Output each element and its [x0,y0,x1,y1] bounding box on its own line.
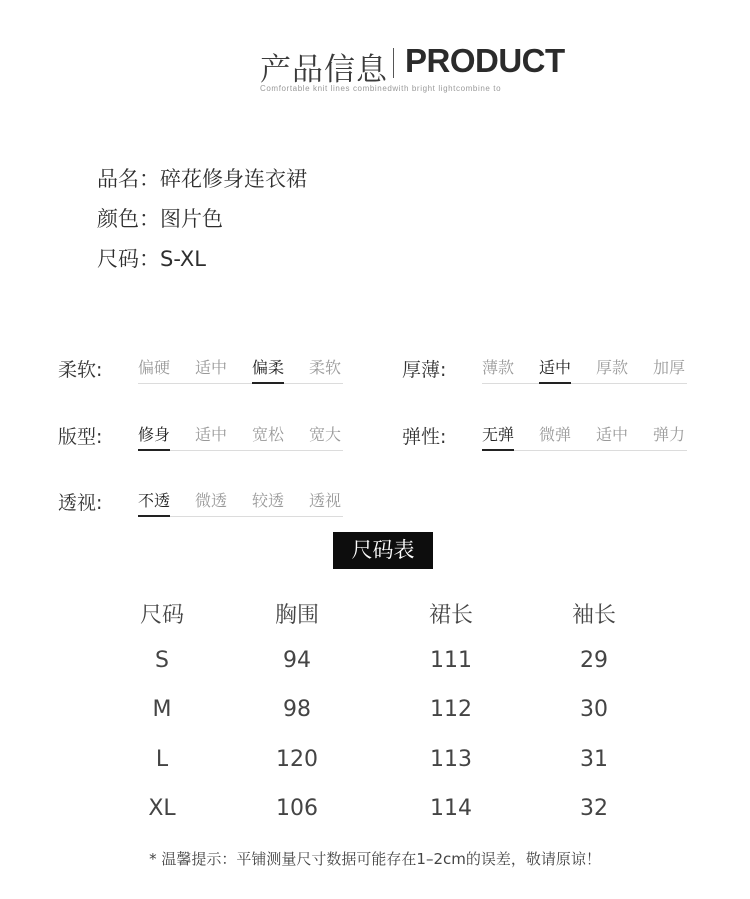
table-cell: 30 [580,697,608,722]
attr-option: 不透 [138,488,170,517]
attr-elasticity [402,422,692,452]
table-cell: 94 [283,648,311,673]
table-cell: 120 [276,747,318,772]
attr-option: 透视 [309,491,342,510]
table-cell: 106 [276,796,318,821]
attr-option: 适中 [195,358,228,377]
info-color-row [97,203,223,233]
info-size-row [97,243,206,273]
table-cell: 29 [580,648,608,673]
attr-option: 偏柔 [252,355,284,384]
attr-option: 微透 [195,491,228,510]
attr-option: 加厚 [653,358,686,377]
table-header: 胸围 [274,603,319,628]
table-header: 袖长 [571,603,616,628]
table-cell: 112 [430,697,472,722]
table-cell: S [155,648,169,673]
attr-label: 厚薄: [402,359,447,381]
attr-option: 适中 [596,425,629,444]
attr-label: 柔软: [58,359,103,381]
attr-option: 修身 [138,422,170,451]
table-cell: XL [148,796,176,821]
attr-label: 版型: [58,426,103,448]
header-subtitle: Comfortable knit lines combinedwith bright lightcombine to [260,84,502,93]
table-header: 尺码 [139,603,184,628]
attr-thickness [402,355,692,385]
table-cell: 98 [283,697,311,722]
table-cell: 114 [430,796,472,821]
attr-label: 透视: [58,492,103,514]
info-value: S-XL [160,247,206,271]
table-cell: L [155,747,169,772]
info-value: 碎花修身连衣裙 [160,167,307,191]
attr-option: 无弹 [482,422,514,451]
info-value: 图片色 [160,207,223,231]
table-cell: 113 [430,747,472,772]
attr-options [138,355,343,384]
attr-options [482,355,687,384]
attr-option: 弹力 [653,425,686,444]
product-header [0,40,750,100]
attr-option: 薄款 [482,358,515,377]
attr-fit [58,422,348,452]
info-name-row [97,163,307,193]
info-label: 颜色 ： [97,203,160,233]
title-chinese: 产品信息 [260,52,388,88]
table-cell: 31 [580,747,608,772]
info-label: 尺码 ： [97,243,160,273]
attr-option: 宽大 [309,425,342,444]
table-header: 裙长 [428,603,473,628]
attr-option: 宽松 [252,425,285,444]
size-chart-tag: 尺码表 [333,532,433,569]
table-cell: 32 [580,796,608,821]
attr-transparency [58,488,348,518]
attr-option: 适中 [195,425,228,444]
table-cell: M [152,697,172,722]
info-label: 品名 ： [97,163,160,193]
attr-option: 厚款 [596,358,629,377]
attr-options [138,488,343,517]
title-divider [393,48,394,78]
attr-option: 适中 [539,355,571,384]
title-english: PRODUCT [405,42,565,79]
attr-option: 微弹 [539,425,572,444]
attr-softness [58,355,348,385]
attr-label: 弹性: [402,426,447,448]
attr-option: 较透 [252,491,285,510]
attr-option: 柔软 [309,358,342,377]
attr-option: 偏硬 [138,358,171,377]
attr-options [482,422,687,451]
measurement-note: * 温馨提示：平铺测量尺寸数据可能存在1–2cm的误差，敬请原谅！ [149,850,601,868]
attr-options [138,422,343,451]
table-cell: 111 [430,648,472,673]
